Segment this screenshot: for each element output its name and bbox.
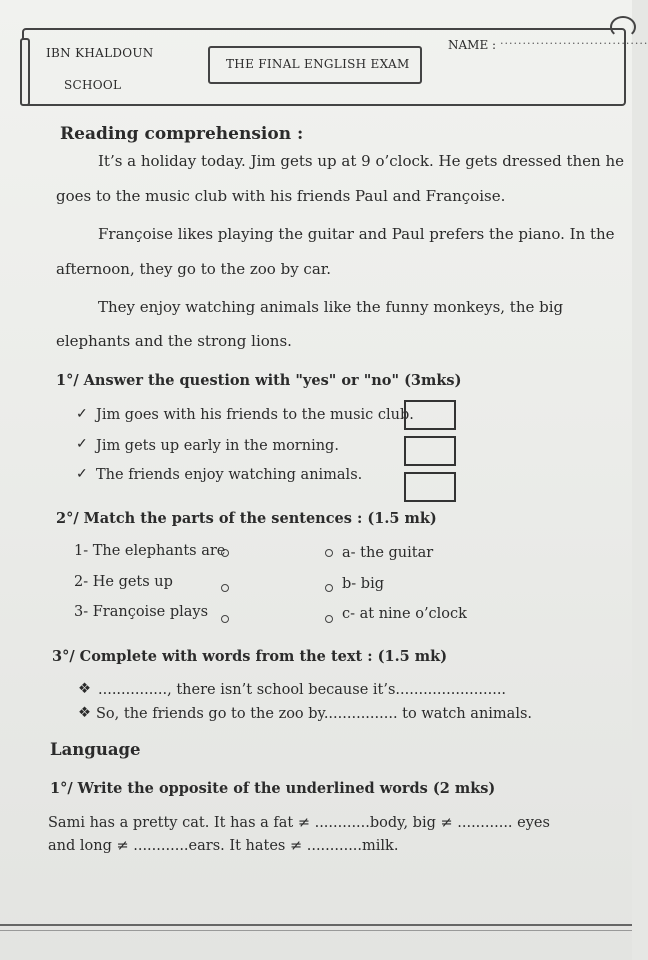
q1-statement-1: Jim goes with his friends to the music club. (96, 407, 414, 423)
paragraph-3-line-1: They enjoy watching animals like the funny monkeys, the big (98, 298, 564, 316)
match-dot-right-1[interactable] (325, 549, 333, 557)
check-icon: ✓ (76, 436, 88, 452)
answer-box-3[interactable] (404, 472, 456, 502)
diamond-bullet-icon: ❖ (78, 681, 91, 697)
language-question-1-title: 1°/ Write the opposite of the underlined words (2 mks) (50, 780, 496, 797)
paragraph-3-line-2: elephants and the strong lions. (56, 332, 292, 350)
match-dot-right-2[interactable] (325, 584, 333, 592)
paragraph-1-line-2: goes to the music club with his friends Paul and Françoise. (56, 187, 506, 205)
match-right-3: c- at nine o’clock (342, 606, 467, 622)
answer-box-2[interactable] (404, 436, 456, 466)
match-left-2: 2- He gets up (74, 574, 173, 590)
language-line-1: Sami has a pretty cat. It has a fat ≠ ............body, big ≠ ............ eyes (48, 815, 550, 831)
q3-line-2-text-2: to watch animals. (397, 706, 533, 722)
blank-1[interactable]: ............... (98, 682, 168, 698)
blank-3[interactable]: ................ (323, 706, 398, 722)
match-right-1: a- the guitar (342, 545, 434, 561)
q1-statement-3: The friends enjoy watching animals. (96, 467, 363, 483)
reading-title: Reading comprehension : (60, 124, 304, 144)
question-3-title: 3°/ Complete with words from the text : (1.5 mk) (52, 648, 448, 665)
q3-line-1-text: , there isn’t school because it’s (167, 682, 396, 698)
exam-title-box (208, 46, 422, 84)
language-line-2: and long ≠ ............ears. It hates ≠ ............milk. (48, 838, 399, 854)
diamond-bullet-icon: ❖ (78, 705, 91, 721)
exam-title: THE FINAL ENGLISH EXAM (226, 57, 410, 71)
paragraph-1-line-1: It’s a holiday today. Jim gets up at 9 o’clock. He gets dressed then he (98, 152, 625, 170)
school-name: IBN KHALDOUN (46, 46, 154, 60)
page-bottom-divider (0, 924, 632, 926)
answer-box-1[interactable] (404, 400, 456, 430)
q1-statement-2: Jim gets up early in the morning. (96, 438, 339, 454)
match-dot-left-1[interactable] (221, 549, 229, 557)
exam-header (22, 28, 648, 106)
check-icon: ✓ (76, 406, 88, 422)
language-title: Language (50, 740, 141, 759)
page-bottom-divider (0, 930, 632, 931)
check-icon: ✓ (76, 466, 88, 482)
q3-line-2 (96, 706, 532, 722)
name-field: ................................. (500, 34, 648, 47)
question-1-title: 1°/ Answer the question with "yes" or "no" (3mks) (56, 372, 462, 389)
match-left-3: 3- Françoise plays (74, 604, 209, 620)
school-label: SCHOOL (64, 78, 122, 92)
match-dot-left-2[interactable] (221, 584, 229, 592)
paragraph-2-line-1: Françoise likes playing the guitar and Paul prefers the piano. In the (98, 225, 615, 243)
q3-line-1 (98, 682, 506, 698)
match-right-2: b- big (342, 576, 384, 592)
match-dot-right-3[interactable] (325, 615, 333, 623)
question-2-title: 2°/ Match the parts of the sentences : (1.5 mk) (56, 510, 437, 527)
q3-line-2-text-1: So, the friends go to the zoo by (96, 706, 324, 722)
paragraph-2-line-2: afternoon, they go to the zoo by car. (56, 260, 332, 278)
blank-2[interactable]: ........................ (395, 682, 507, 698)
match-left-1: 1- The elephants are (74, 543, 226, 559)
header-scroll-edge (20, 38, 30, 106)
name-label: NAME : (448, 38, 497, 52)
match-dot-left-3[interactable] (221, 615, 229, 623)
